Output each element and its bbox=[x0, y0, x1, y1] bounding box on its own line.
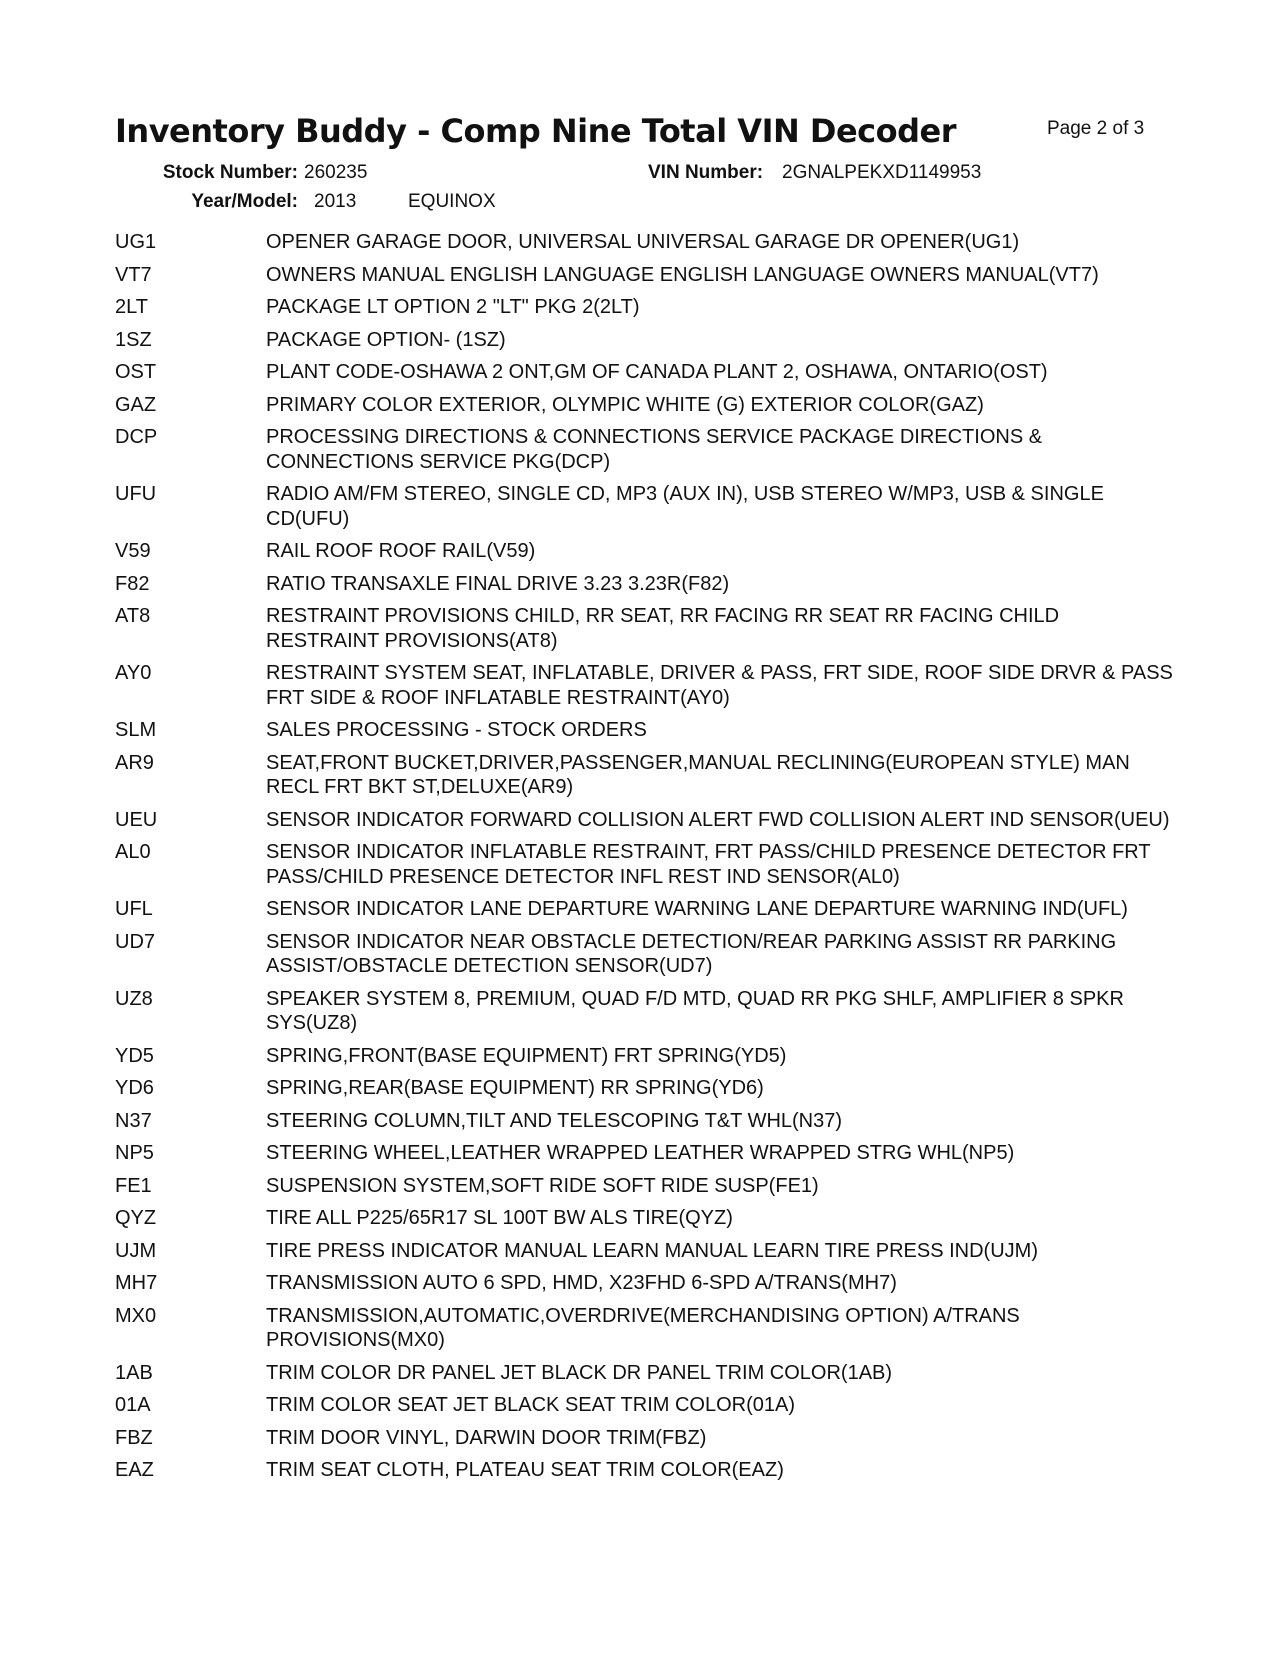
page-number: Page 2 of 3 bbox=[1047, 118, 1145, 139]
option-row bbox=[115, 1109, 1175, 1134]
option-code: AR9 bbox=[115, 751, 154, 774]
option-row bbox=[115, 897, 1175, 922]
option-description: SENSOR INDICATOR INFLATABLE RESTRAINT, FRT PASS/CHILD PRESENCE DETECTOR FRT PASS/CHILD PRESENCE DETECTOR INFL REST IND SENSOR(AL0) bbox=[266, 841, 1151, 888]
option-code: 1SZ bbox=[115, 328, 152, 351]
option-row bbox=[115, 360, 1175, 385]
option-row bbox=[115, 604, 1175, 653]
option-row bbox=[115, 1271, 1175, 1296]
option-row bbox=[115, 1141, 1175, 1166]
year-value: 2013 bbox=[314, 191, 357, 212]
option-code: AT8 bbox=[115, 605, 151, 627]
option-row bbox=[115, 987, 1175, 1036]
option-description: SENSOR INDICATOR NEAR OBSTACLE DETECTION/REAR PARKING ASSIST RR PARKING ASSIST/OBSTACLE DETECTION SENSOR(UD7) bbox=[266, 930, 1117, 977]
option-code: F82 bbox=[115, 572, 150, 595]
option-description: PROCESSING DIRECTIONS & CONNECTIONS SERVICE PACKAGE DIRECTIONS & CONNECTIONS SERVICE PKG(DCP) bbox=[266, 426, 1043, 473]
option-row bbox=[115, 572, 1175, 597]
page-title: Inventory Buddy - Comp Nine Total VIN Decoder bbox=[115, 112, 956, 150]
option-description: SEAT,FRONT BUCKET,DRIVER,PASSENGER,MANUAL RECLINING(EUROPEAN STYLE) MAN RECL FRT BKT ST,DELUXE(AR9) bbox=[266, 751, 1130, 798]
option-row bbox=[115, 930, 1175, 979]
option-description: TRIM DOOR VINYL, DARWIN DOOR TRIM(FBZ) bbox=[266, 1426, 707, 1449]
option-code: 2LT bbox=[115, 296, 148, 318]
option-row bbox=[115, 1076, 1175, 1101]
option-code: AY0 bbox=[115, 662, 152, 684]
option-row bbox=[115, 1361, 1175, 1386]
option-description: PRIMARY COLOR EXTERIOR, OLYMPIC WHITE (G) EXTERIOR COLOR(GAZ) bbox=[266, 393, 984, 416]
option-row bbox=[115, 840, 1175, 889]
option-description: SPEAKER SYSTEM 8, PREMIUM, QUAD F/D MTD, QUAD RR PKG SHLF, AMPLIFIER 8 SPKR SYS(UZ8) bbox=[266, 987, 1124, 1034]
option-row bbox=[115, 482, 1175, 531]
option-code: UJM bbox=[115, 1239, 157, 1262]
option-row bbox=[115, 661, 1175, 710]
option-code: 1AB bbox=[115, 1361, 153, 1384]
option-row bbox=[115, 1426, 1175, 1451]
option-description: TRIM SEAT CLOTH, PLATEAU SEAT TRIM COLOR(EAZ) bbox=[266, 1459, 784, 1481]
option-row bbox=[115, 295, 1175, 320]
option-row bbox=[115, 425, 1175, 474]
year-model-label: Year/Model: bbox=[191, 191, 298, 212]
option-code: NP5 bbox=[115, 1142, 154, 1164]
option-description: PACKAGE LT OPTION 2 "LT" PKG 2(2LT) bbox=[266, 296, 640, 318]
option-description: PLANT CODE-OSHAWA 2 ONT,GM OF CANADA PLANT 2, OSHAWA, ONTARIO(OST) bbox=[266, 361, 1048, 383]
option-code: YD6 bbox=[115, 1077, 154, 1099]
option-description: RESTRAINT PROVISIONS CHILD, RR SEAT, RR FACING RR SEAT RR FACING CHILD RESTRAINT PROVISIONS(AT8) bbox=[266, 605, 1060, 652]
option-code: 01A bbox=[115, 1394, 151, 1416]
option-code: EAZ bbox=[115, 1459, 154, 1481]
option-description: STEERING COLUMN,TILT AND TELESCOPING T&T WHL(N37) bbox=[266, 1109, 843, 1132]
option-code: MH7 bbox=[115, 1272, 158, 1294]
option-code: UZ8 bbox=[115, 987, 153, 1010]
option-row bbox=[115, 1393, 1175, 1418]
options-list bbox=[115, 230, 1175, 1491]
option-row bbox=[115, 1044, 1175, 1069]
option-code: FBZ bbox=[115, 1426, 153, 1449]
option-code: DCP bbox=[115, 426, 158, 448]
option-row bbox=[115, 263, 1175, 288]
vin-number-label: VIN Number: bbox=[648, 162, 764, 183]
option-row bbox=[115, 230, 1175, 255]
option-description: TRANSMISSION,AUTOMATIC,OVERDRIVE(MERCHANDISING OPTION) A/TRANS PROVISIONS(MX0) bbox=[266, 1304, 1020, 1351]
option-description: OPENER GARAGE DOOR, UNIVERSAL UNIVERSAL GARAGE DR OPENER(UG1) bbox=[266, 231, 1020, 253]
option-description: TRIM COLOR DR PANEL JET BLACK DR PANEL TRIM COLOR(1AB) bbox=[266, 1361, 893, 1384]
option-code: UEU bbox=[115, 808, 158, 831]
stock-number-value: 260235 bbox=[304, 162, 368, 183]
option-code: VT7 bbox=[115, 263, 152, 286]
option-code: QYZ bbox=[115, 1207, 157, 1229]
option-row bbox=[115, 751, 1175, 800]
option-row bbox=[115, 328, 1175, 353]
option-row bbox=[115, 1206, 1175, 1231]
option-row bbox=[115, 1304, 1175, 1353]
option-row bbox=[115, 1174, 1175, 1199]
vin-number-value: 2GNALPEKXD1149953 bbox=[782, 162, 982, 183]
option-description: SUSPENSION SYSTEM,SOFT RIDE SOFT RIDE SUSP(FE1) bbox=[266, 1174, 819, 1197]
option-code: V59 bbox=[115, 540, 151, 562]
option-code: UG1 bbox=[115, 231, 157, 253]
option-code: UFU bbox=[115, 483, 157, 505]
option-description: SPRING,FRONT(BASE EQUIPMENT) FRT SPRING(YD5) bbox=[266, 1044, 787, 1067]
option-row bbox=[115, 1239, 1175, 1264]
option-description: SENSOR INDICATOR FORWARD COLLISION ALERT FWD COLLISION ALERT IND SENSOR(UEU) bbox=[266, 808, 1170, 831]
option-description: OWNERS MANUAL ENGLISH LANGUAGE ENGLISH LANGUAGE OWNERS MANUAL(VT7) bbox=[266, 263, 1099, 286]
option-row bbox=[115, 393, 1175, 418]
option-row bbox=[115, 718, 1175, 743]
option-description: PACKAGE OPTION- (1SZ) bbox=[266, 328, 506, 351]
option-code: UD7 bbox=[115, 930, 156, 953]
option-description: RATIO TRANSAXLE FINAL DRIVE 3.23 3.23R(F82) bbox=[266, 572, 730, 595]
model-value: EQUINOX bbox=[408, 191, 496, 212]
option-description: SENSOR INDICATOR LANE DEPARTURE WARNING LANE DEPARTURE WARNING IND(UFL) bbox=[266, 898, 1128, 920]
option-code: SLM bbox=[115, 719, 157, 741]
option-description: STEERING WHEEL,LEATHER WRAPPED LEATHER WRAPPED STRG WHL(NP5) bbox=[266, 1142, 1015, 1164]
option-row bbox=[115, 539, 1175, 564]
option-description: RAIL ROOF ROOF RAIL(V59) bbox=[266, 540, 536, 562]
option-description: TIRE PRESS INDICATOR MANUAL LEARN MANUAL LEARN TIRE PRESS IND(UJM) bbox=[266, 1239, 1038, 1262]
stock-number-label: Stock Number: bbox=[162, 162, 298, 183]
option-code: N37 bbox=[115, 1109, 152, 1132]
option-description: TIRE ALL P225/65R17 SL 100T BW ALS TIRE(QYZ) bbox=[266, 1207, 733, 1229]
option-row bbox=[115, 1458, 1175, 1483]
option-code: OST bbox=[115, 361, 157, 383]
option-description: RADIO AM/FM STEREO, SINGLE CD, MP3 (AUX IN), USB STEREO W/MP3, USB & SINGLE CD(UFU) bbox=[266, 483, 1104, 530]
option-row bbox=[115, 808, 1175, 833]
option-description: SALES PROCESSING - STOCK ORDERS bbox=[266, 719, 647, 741]
option-code: FE1 bbox=[115, 1174, 152, 1197]
option-description: RESTRAINT SYSTEM SEAT, INFLATABLE, DRIVER & PASS, FRT SIDE, ROOF SIDE DRVR & PASS FRT SIDE & ROOF INFLATABLE RESTRAINT(AY0) bbox=[266, 662, 1173, 709]
option-description: TRIM COLOR SEAT JET BLACK SEAT TRIM COLOR(01A) bbox=[266, 1394, 796, 1416]
option-code: UFL bbox=[115, 898, 153, 920]
option-description: TRANSMISSION AUTO 6 SPD, HMD, X23FHD 6-SPD A/TRANS(MH7) bbox=[266, 1272, 897, 1294]
option-code: YD5 bbox=[115, 1044, 154, 1067]
option-code: GAZ bbox=[115, 393, 157, 416]
option-code: MX0 bbox=[115, 1304, 157, 1327]
option-code: AL0 bbox=[115, 841, 151, 863]
option-description: SPRING,REAR(BASE EQUIPMENT) RR SPRING(YD6) bbox=[266, 1077, 764, 1099]
